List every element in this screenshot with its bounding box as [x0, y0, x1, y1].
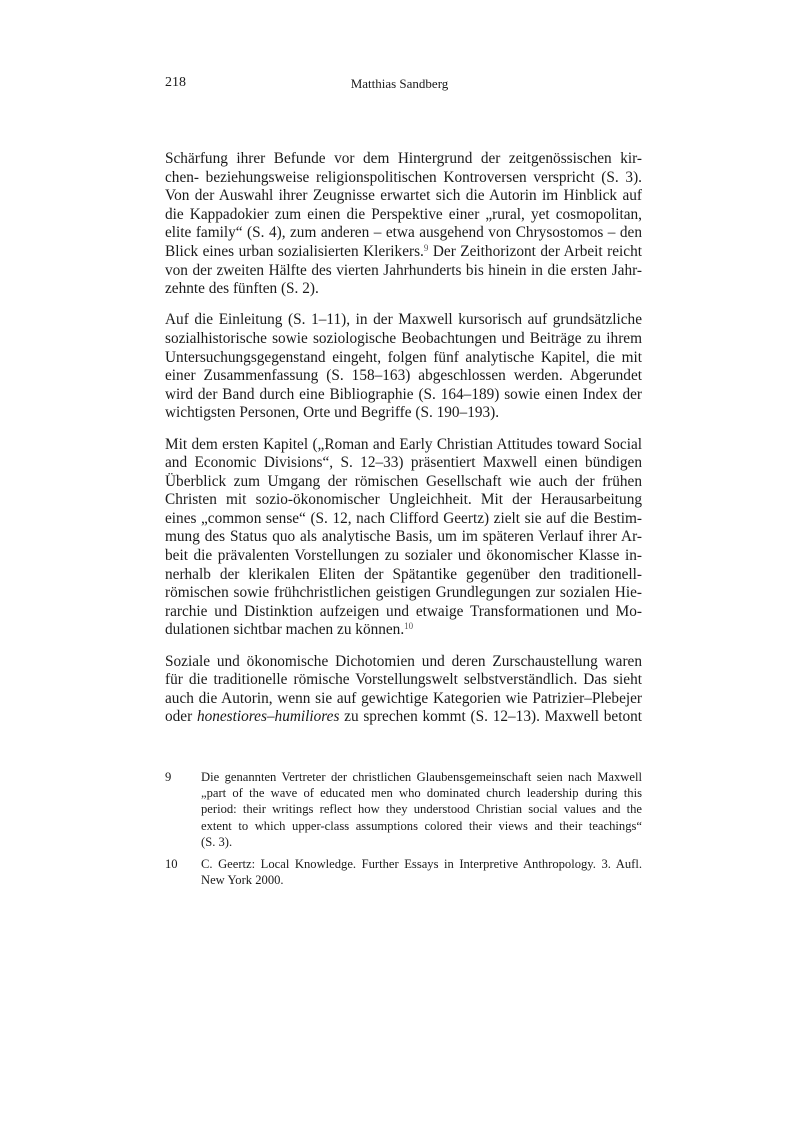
text-segment: eines „common sense“ (S. 12, nach Clifford Geertz) zielt sie auf die Bestim-: [165, 509, 642, 527]
text-line: [201, 785, 642, 801]
text-line: [165, 547, 642, 566]
text-segment: sozialhistorische sowie soziologische Beobachtungen und Beiträge zu ihrem: [165, 329, 642, 347]
text-line: [165, 671, 642, 690]
text-line: [165, 169, 642, 188]
text-segment: zehnte des fünften (S. 2).: [165, 280, 319, 298]
text-line: [165, 280, 642, 299]
text-line: [201, 856, 642, 872]
text-line: [201, 801, 642, 817]
paragraph: [165, 150, 642, 299]
text-line: [165, 330, 642, 349]
text-segment: von der zweiten Hälfte des vierten Jahrhunderts bis hinein in die ersten Jahr-: [165, 261, 642, 279]
text-line: [165, 690, 642, 709]
italic-text: honestiores–humiliores: [196, 708, 340, 726]
text-line: [165, 224, 642, 243]
paragraph: [165, 653, 642, 727]
text-line: [201, 769, 642, 785]
text-segment: mung des Status quo als analytische Basis, um im späteren Verlauf ihrer Ar-: [165, 528, 642, 546]
text-segment: die Kappadokier zum einen die Perspektive einer „rural, yet cosmopolitan,: [165, 205, 642, 223]
text-line: [165, 603, 642, 622]
text-line: [165, 349, 642, 368]
footnote-text: [201, 856, 642, 888]
body-text: [165, 150, 642, 740]
text-line: [201, 818, 642, 834]
text-segment: Soziale und ökonomische Dichotomien und deren Zurschaustellung waren: [165, 652, 642, 670]
text-segment: zu sprechen kommt (S. 12–13). Maxwell betont: [339, 708, 642, 726]
text-line: [165, 436, 642, 455]
text-line: [165, 454, 642, 473]
text-segment: wird der Band durch eine Bibliographie (S. 164–189) sowie einen Index der: [165, 385, 642, 403]
text-line: [165, 528, 642, 547]
text-segment: „part of the wave of educated men who dominated church leadership during this: [201, 786, 642, 801]
text-segment: extent to which upper-class assumptions colored their views and their teachings“: [201, 818, 642, 833]
text-line: [201, 834, 642, 850]
text-segment: Untersuchungsgegenstand eingeht, folgen fünf analytische Kapitel, die mit: [165, 348, 642, 366]
text-line: [165, 404, 642, 423]
footnote-number: 10: [165, 857, 178, 872]
footnote-reference[interactable]: 10: [404, 621, 414, 632]
text-segment: römischen sowie frühchristlichen geistigen Grundlegungen zur sozialen Hie-: [165, 584, 642, 602]
text-segment: für die traditionelle römische Vorstellungswelt selbstverständlich. Das sieht: [165, 671, 642, 689]
footnote-reference[interactable]: 9: [423, 242, 429, 253]
text-line: [165, 566, 642, 585]
text-line: [165, 206, 642, 225]
text-segment: Überblick zum Umgang der römischen Gesellschaft wie auch der frühen: [165, 472, 642, 490]
text-line: [165, 311, 642, 330]
text-segment: nerhalb der klerikalen Eliten der Spätantike gegenüber den traditionell-: [165, 565, 642, 583]
text-line: [165, 584, 642, 603]
text-line: [165, 621, 642, 640]
text-segment: chen- beziehungsweise religionspolitischen Kontroversen verspricht (S. 3).: [165, 168, 642, 186]
running-title: Matthias Sandberg: [350, 76, 449, 91]
footnotes: [165, 769, 642, 894]
text-line: [165, 386, 642, 405]
text-segment: and Economic Divisions“, S. 12–33) präsentiert Maxwell einen bündigen: [165, 454, 642, 472]
text-segment: C. Geertz: Local Knowledge. Further Essays in Interpretive Anthropology. 3. Aufl.: [201, 857, 642, 872]
text-segment: Der Zeithorizont der Arbeit reicht: [428, 242, 642, 260]
text-segment: Die genannten Vertreter der christlichen Glaubensgemeinschaft seien nach Maxwell: [201, 770, 642, 784]
text-segment: einer Zusammenfassung (S. 158–163) abgeschlossen werden. Abgerundet: [165, 367, 642, 385]
text-segment: period: their writings reflect how they understood Christian social values and the: [201, 802, 642, 817]
paragraph: [165, 311, 642, 423]
text-segment: Auf die Einleitung (S. 1–11), in der Maxwell kursorisch auf grundsätzliche: [165, 311, 642, 329]
text-line: [165, 491, 642, 510]
text-segment: Christen mit sozio-ökonomischer Ungleichheit. Mit der Herausarbeitung: [165, 491, 642, 509]
text-line: [165, 473, 642, 492]
text-segment: dulationen sichtbar machen zu können.: [165, 621, 405, 639]
footnote: [165, 856, 642, 888]
text-line: [165, 262, 642, 281]
text-segment: oder: [165, 708, 197, 726]
text-line: [165, 187, 642, 206]
page-number: 218: [165, 75, 186, 90]
paragraph: [165, 436, 642, 641]
text-segment: Von der Auswahl ihrer Zeugnisse erwartet sich die Autorin im Hinblick auf: [165, 187, 642, 205]
text-line: [201, 872, 642, 888]
footnote-number: 9: [165, 770, 172, 784]
text-line: [165, 367, 642, 386]
text-segment: Schärfung ihrer Befunde vor dem Hintergrund der zeitgenössischen kir-: [165, 150, 642, 167]
text-segment: New York 2000.: [201, 873, 284, 888]
text-segment: Blick eines urban sozialisierten Klerikers.: [165, 242, 424, 260]
footnote: [165, 769, 642, 850]
text-segment: wichtigsten Personen, Orte und Begriffe (S. 190–193).: [165, 404, 500, 422]
text-segment: beit die prävalenten Vorstellungen zu sozialer und ökonomischer Klasse in-: [165, 547, 642, 565]
text-line: [165, 708, 642, 727]
text-line: [165, 243, 642, 262]
text-segment: Mit dem ersten Kapitel („Roman and Early Christian Attitudes toward Social: [165, 435, 642, 453]
footnote-text: [201, 769, 642, 850]
text-segment: rarchie und Distinktion aufzeigen und etwaige Transformationen und Mo-: [165, 602, 642, 620]
text-segment: (S. 3).: [201, 834, 233, 849]
text-segment: auch die Autorin, wenn sie auf gewichtige Kategorien wie Patrizier–Plebejer: [165, 689, 642, 707]
text-line: [165, 653, 642, 672]
text-line: [165, 150, 642, 169]
text-line: [165, 510, 642, 529]
text-segment: elite family“ (S. 4), zum anderen – etwa ausgehend von Chrysostomos – den: [165, 224, 642, 242]
